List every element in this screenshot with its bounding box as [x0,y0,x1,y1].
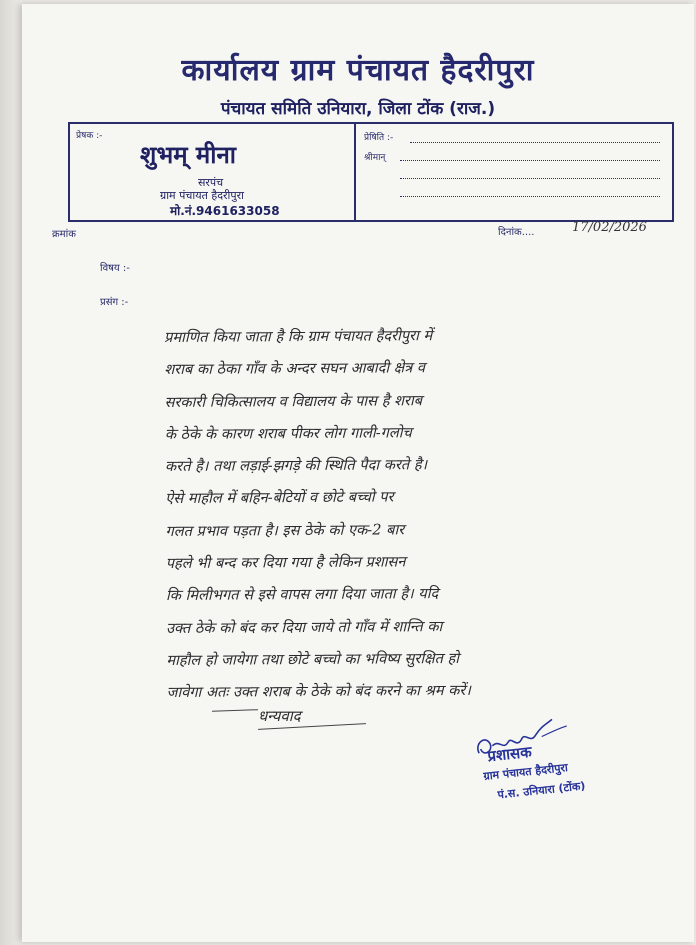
sender-name: शुभम् मीना [140,141,237,169]
stamp-title: प्रशासक [486,742,533,766]
body-line: सरकारी चिकित्सालय व विद्यालय के पास है शराब [164,391,423,411]
recipient-line-1 [410,142,660,143]
prasang-label: प्रसंग :- [100,297,129,308]
recipient-label: प्रेषिति :- [364,133,394,143]
sender-panchayat: ग्राम पंचायत हैदरीपुरा [160,189,244,202]
office-title: कार्यालय ग्राम पंचायत हैदरीपुरा [181,53,535,88]
body-line: पहले भी बन्द कर दिया गया है लेकिन प्रशासन [165,553,406,573]
letter-body [164,318,696,709]
body-line: जावेगा अतः उक्त शराब के ठेके को बंद करने का श्रम करें। [166,682,471,702]
recipient-line-2 [400,160,660,161]
vishay-label: विषय :- [100,263,130,274]
letter-sheet [22,4,694,942]
stamp-line-1: ग्राम पंचायत हैदरीपुरा [482,761,569,783]
sender-label: प्रेषक :- [76,131,103,141]
shriman-label: श्रीमान् [364,153,386,163]
body-line: कि मिलीभगत से इसे वापस लगा दिया जाता है। यदि [165,585,439,605]
stamp-line-2: पं.स. उनियारा (टोंक) [496,779,586,802]
body-line: माहौल हो जायेगा तथा छोटे बच्चो का भविष्य सुरक्षित हो [166,649,460,669]
body-line: करते है। तथा लड़ाई-झगड़े की स्थिति पैदा करते है। [164,456,428,476]
office-subtitle: पंचायत समिति उनियारा, जिला टोंक (राज.) [220,99,496,119]
kramank-label: क्रमांक [52,229,76,240]
date-label: दिनांक.... [498,227,535,238]
sender-recipient-box [68,122,674,222]
body-line: गलत प्रभाव पड़ता है। इस ठेके को एक-2 बार [165,521,405,540]
recipient-line-4 [400,196,660,197]
body-line: ऐसे माहौल में बहिन-बेटियों व छोटे बच्चो पर [165,488,394,508]
box-divider [354,124,356,220]
official-stamp [470,710,611,833]
body-line: के ठेके के कारण शराब पीकर लोग गाली-गलोच [164,424,412,443]
body-line: शराब का ठेका गाँव के अन्दर सघन आबादी क्षेत्र व [164,359,426,379]
closing-thanks: धन्यवाद [258,707,301,725]
closing-dash [212,709,258,712]
sender-designation: सरपंच [198,176,224,189]
body-line: प्रमाणित किया जाता है कि ग्राम पंचायत हैदरीपुरा में [164,327,433,346]
date-value: 17/02/2026 [572,220,647,235]
recipient-line-3 [400,178,660,179]
body-line: उक्त ठेके को बंद कर दिया जाये तो गाँव में शान्ति का [166,617,443,637]
page-edge-shadow [0,0,22,945]
sender-mobile: मो.नं.9461633058 [170,204,280,218]
